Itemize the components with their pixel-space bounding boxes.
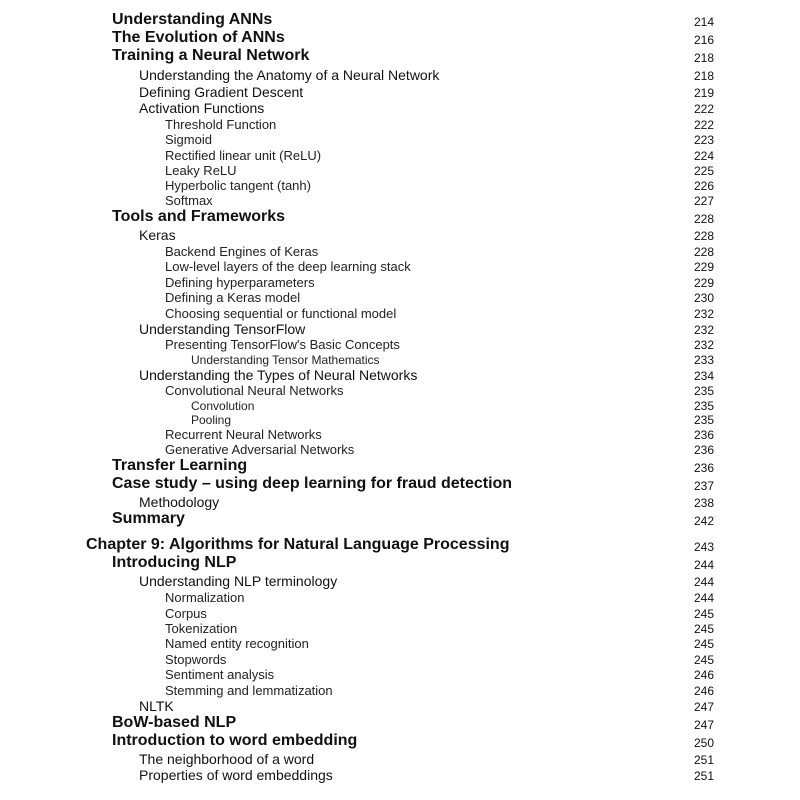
toc-entry-title: Named entity recognition [165,636,309,651]
toc-entry-page: 244 [693,558,714,572]
toc-entry-title: Convolution [191,399,255,413]
toc-entry-page: 218 [693,51,714,65]
toc-entry-page: 245 [693,622,714,636]
toc-entry-title: Understanding TensorFlow [139,321,306,337]
toc-entry-page: 228 [693,212,714,226]
toc-entry-page: 228 [693,245,714,259]
toc-entry-title: Presenting TensorFlow's Basic Concepts [165,337,400,352]
toc-entry-title: Tokenization [165,621,238,636]
toc-entry [0,64,800,82]
toc-entry-title: Normalization [165,590,245,605]
toc-entry-title: Backend Engines of Keras [165,244,319,259]
toc-entry-title: Introduction to word embedding [112,732,358,749]
toc-entry [0,713,800,731]
toc-entry-title: Stemming and lemmatization [165,683,333,698]
toc-entry-page: 223 [693,133,714,147]
toc-entry-page: 218 [693,69,714,83]
toc-entry-title: Defining Gradient Descent [139,84,304,100]
toc-entry-page: 224 [693,149,714,163]
toc-entry-page: 237 [693,479,714,493]
toc-entry-page: 244 [693,591,714,605]
toc-entry [0,491,800,509]
toc-entry-page: 245 [693,607,714,621]
toc-entry-page: 227 [693,194,714,208]
toc-entry-title: BoW-based NLP [112,714,237,731]
toc-entry-page: 238 [693,496,714,510]
toc-entry-page: 230 [693,291,714,305]
toc-entry-title: Choosing sequential or functional model [165,306,397,321]
toc-entry-title: Understanding the Types of Neural Networks [139,367,418,383]
toc-entry-title: NLTK [139,698,174,714]
toc-entry [0,509,800,527]
toc-entry [0,189,800,207]
toc-entry [0,553,800,571]
toc-entry [0,28,800,46]
toc-entry-title: Convolutional Neural Networks [165,383,344,398]
toc-entry-title: Hyperbolic tangent (tanh) [165,178,311,193]
toc-entry-page: 232 [693,323,714,337]
toc-entry-page: 242 [693,514,714,528]
toc-entry-page: 245 [693,637,714,651]
toc-entry [0,46,800,64]
toc-entry-title: Low-level layers of the deep learning stack [165,259,411,274]
toc-entry-page: 233 [693,353,714,367]
toc-entry-title: Transfer Learning [112,457,248,474]
toc-entry [0,438,800,456]
toc-entry-title: Pooling [191,413,232,427]
toc-entry-page: 225 [693,164,714,178]
toc-entry-title: Understanding Tensor Mathematics [191,353,380,367]
toc-entry-title: Generative Adversarial Networks [165,442,355,457]
toc-entry-title: Understanding NLP terminology [139,573,338,589]
toc-chapter-entry [0,535,800,553]
toc-entry-page: 222 [693,118,714,132]
toc-entry-page: 236 [693,428,714,442]
toc-entry-page: 235 [693,384,714,398]
toc-entry-title: Sigmoid [165,132,212,147]
toc-entry-page: 235 [693,399,714,413]
toc-entry-page: 246 [693,684,714,698]
toc-entry-title: Activation Functions [139,100,265,116]
toc-entry-title: Softmax [165,193,213,208]
toc-entry-title: Threshold Function [165,117,277,132]
toc-entry-page: 246 [693,668,714,682]
toc-entry-title: Recurrent Neural Networks [165,427,322,442]
toc-entry-page: 226 [693,179,714,193]
toc-entry-page: 245 [693,653,714,667]
toc-entry-page: 214 [693,15,714,29]
toc-entry-title: Introducing NLP [112,554,237,571]
toc-entry-title: Defining a Keras model [165,290,301,305]
toc-entry [0,731,800,749]
toc-entry-page: 250 [693,736,714,750]
toc-entry-title: Keras [139,227,176,243]
toc-entry-title: Understanding ANNs [112,11,273,28]
toc-entry-title: The neighborhood of a word [139,751,315,767]
toc-entry-title: Methodology [139,494,220,510]
toc-entry-page: 232 [693,307,714,321]
toc-entry-page: 251 [693,753,714,767]
toc-entry-page: 222 [693,102,714,116]
toc-entry-page: 228 [693,229,714,243]
toc-entry [0,695,800,713]
toc-entry-page: 234 [693,369,714,383]
toc-entry-page: 219 [693,86,714,100]
toc-entry-title: Leaky ReLU [165,163,237,178]
toc-entry-title: Understanding the Anatomy of a Neural Network [139,67,440,83]
toc-entry [0,207,800,225]
toc-entry-title: Training a Neural Network [112,47,310,64]
toc-entry-page: 232 [693,338,714,352]
toc-entry-title: Stopwords [165,652,227,667]
toc-entry-page: 236 [693,461,714,475]
toc-entry-page: 243 [693,540,714,554]
toc-entry-title: Properties of word embeddings [139,767,333,783]
toc-entry-page: 229 [693,276,714,290]
toc-entry-page: 244 [693,575,714,589]
toc-entry-page: 251 [693,769,714,783]
toc-entry [0,10,800,28]
toc-entry-title: Case study – using deep learning for fraud detection [112,475,513,492]
toc-entry-title: Corpus [165,606,207,621]
toc-entry-title: Defining hyperparameters [165,275,315,290]
toc-entry-page: 247 [693,718,714,732]
toc-entry-title: Rectified linear unit (ReLU) [165,148,322,163]
toc-entry-title: The Evolution of ANNs [112,29,285,46]
toc-entry-title: Sentiment analysis [165,667,275,682]
toc-entry-page: 235 [693,413,714,427]
toc-entry-page: 216 [693,33,714,47]
toc-entry-page: 247 [693,700,714,714]
toc-entry-page: 236 [693,443,714,457]
toc-entry [0,456,800,474]
toc-entry [0,474,800,492]
toc-entry-title: Chapter 9: Algorithms for Natural Language Processing [86,536,510,553]
toc-entry-title: Summary [112,510,185,527]
toc-entry-title: Tools and Frameworks [112,208,286,225]
toc-entry [0,764,800,782]
toc-entry-page: 229 [693,260,714,274]
